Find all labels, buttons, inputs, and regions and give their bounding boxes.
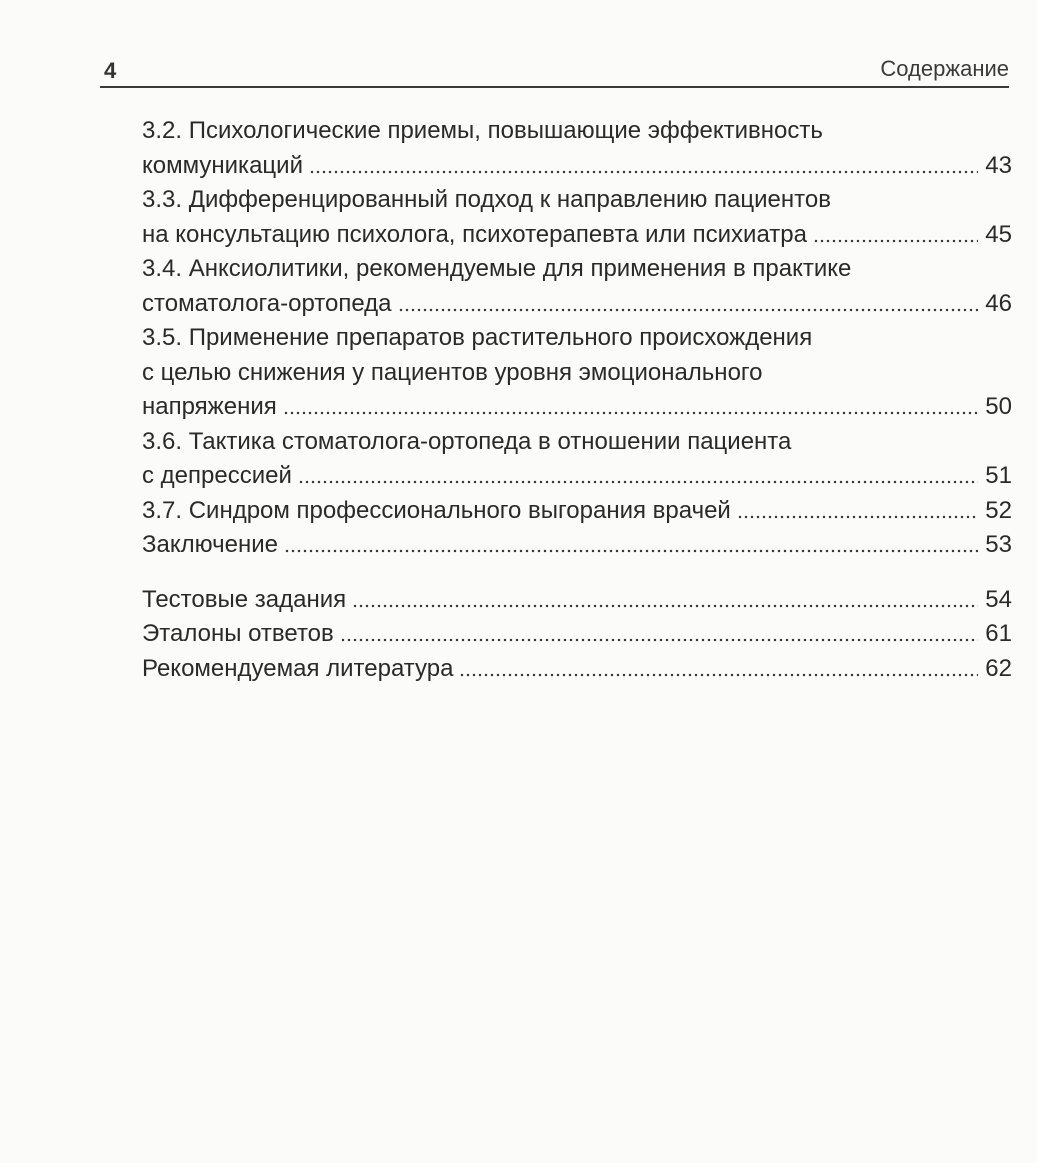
toc-page-number: 50 [985,393,1012,420]
toc-entry [142,114,1012,183]
toc-entry-final-line [142,149,1012,184]
toc-entry-final-line [142,528,1012,563]
toc-entry-title-line: напряжения [142,393,277,420]
toc-entry-title-line: 3.6. Тактика стоматолога-ортопеда в отношении пациента [142,427,792,455]
toc-entry-final-line [142,494,1012,529]
toc-page-number: 52 [985,496,1012,524]
dot-leader [309,150,978,174]
dot-leader [459,653,978,677]
toc-page-number: 61 [985,620,1012,647]
dot-leader [813,219,978,243]
toc-entry-title-line: 3.4. Анксиолитики, рекомендуемые для применения в практике [142,255,852,282]
dot-leader [352,584,978,608]
toc-entry [142,425,1012,494]
toc-page-number: 62 [985,654,1012,682]
toc-entry [142,183,1012,252]
toc-entry-final-line [142,287,1012,322]
toc-entry-title-line: коммуникаций [142,151,303,179]
page-number: 4 [104,58,117,83]
toc-entry [142,252,1012,321]
toc-entry-title-line: 3.7. Синдром профессионального выгорания врачей [142,496,731,524]
table-of-contents [142,114,1012,686]
toc-entry-final-line [142,390,1012,425]
toc-entry-final-line [142,218,1012,253]
toc-entry [142,494,1012,529]
toc-entry-title-line: с целью снижения у пациентов уровня эмоционального [142,358,763,386]
toc-entry-title-line: Тестовые задания [142,585,347,613]
toc-entry-title-line: на консультацию психолога, психотерапевта или психиатра [142,220,807,248]
toc-entry-title-line: 3.5. Применение препаратов растительного происхождения [142,324,813,351]
toc-entry [142,652,1012,687]
toc-entry-final-line [142,652,1012,687]
toc-entry-title-line: Рекомендуемая литература [142,654,454,682]
toc-entry-final-line [142,583,1012,618]
toc-entry [142,583,1012,618]
dot-leader [737,495,978,519]
toc-entry-final-line [142,459,1012,494]
toc-page-number: 54 [985,585,1012,613]
toc-entry-title-line: 3.3. Дифференцированный подход к направлению пациентов [142,186,831,213]
dot-leader [340,618,978,642]
toc-entry-title-line: с депрессией [142,462,292,489]
toc-page-number: 51 [985,462,1012,489]
toc-entry-title-line: стоматолога-ортопеда [142,289,392,317]
dot-leader [283,391,978,415]
dot-leader [284,529,978,553]
toc-page-number: 46 [985,289,1012,317]
toc-page-number: 53 [985,531,1012,558]
toc-entry-title-line: 3.2. Психологические приемы, повышающие эффективность [142,117,823,144]
toc-entry-title-line: Заключение [142,531,278,558]
toc-entry [142,528,1012,563]
dot-leader [398,288,978,312]
toc-entry-title-line: Эталоны ответов [142,620,334,647]
toc-page-number: 43 [985,151,1012,179]
toc-entry-final-line [142,617,1012,652]
section-title: Содержание [880,56,1009,81]
toc-page-number: 45 [985,220,1012,248]
toc-entry [142,617,1012,652]
toc-entry [142,321,1012,425]
running-head [100,52,1009,88]
dot-leader [298,460,978,484]
